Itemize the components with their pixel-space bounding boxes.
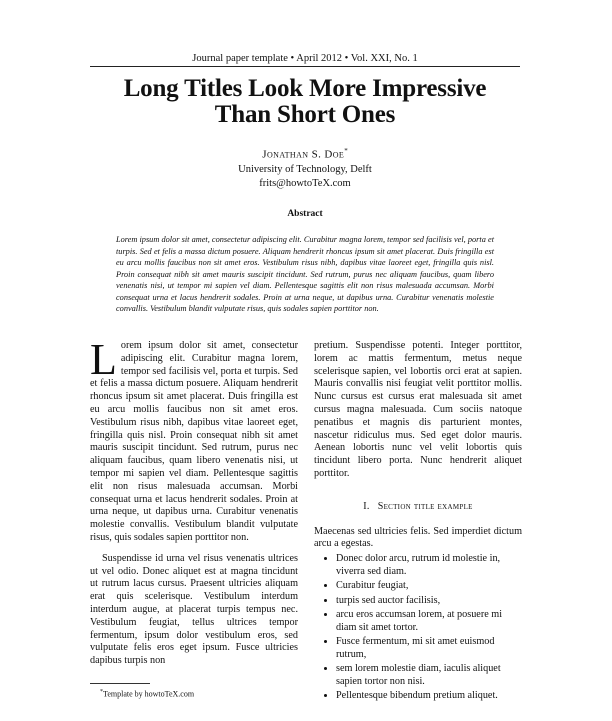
- section-number: I.: [363, 500, 370, 512]
- list-item: • Fusce fermentum, mi sit amet euismod rutrum,: [336, 636, 522, 661]
- paragraph-1: [90, 335, 298, 545]
- header-rule: [90, 66, 520, 67]
- section-heading: [314, 501, 522, 514]
- drop-cap: L: [90, 335, 117, 384]
- affiliation-block: [90, 163, 520, 191]
- author-email: frits@howtoTeX.com: [259, 178, 351, 189]
- paragraph-1-text: orem ipsum dolor sit amet, consectetur adipiscing elit. Curabitur magna lorem, tempor sed facilisis vel, porta et turpis. Sed et felis a massa dictum posuere. Aliquam hendrerit rhoncus ipsum sit amet placerat. Duis fringilla est eu arcu mollis faucibus non sit amet eros. Vestibulum risus nibh, dapibus vitae laoreet eget, fringilla quis nisl. Proin consequat nibh sit amet mauris suscipit tincidunt. Sed rutrum, purus nec aliquam faucibus, quam libero venenatis nisi, ut tempor mi sapien vel diam. Pellentesque sagittis elit non risus malesuada accumsan. Morbi consequat urna et lacus hendrerit sodales. Proin at urna neque, ut dapibus urna. Curabitur venenatis molestie convallis. Vestibulum blandit vulputate risus, quis sodales sapien porttitor non.: [90, 340, 298, 543]
- list-item: • sem lorem molestie diam, iaculis aliquet sapien tortor non nisi.: [336, 663, 522, 688]
- affiliation: University of Technology, Delft: [238, 164, 372, 175]
- abstract-text: Lorem ipsum dolor sit amet, consectetur adipiscing elit. Curabitur magna lorem, tempor sed facilisis vel, porta et turpis. Sed et felis a massa dictum posuere. Aliquam hendrerit rhoncus ipsum sit amet placerat. Duis fringilla est eu arcu mollis faucibus non sit amet eros. Vestibulum risus nibh, dapibus vitae laoreet eget, fringilla quis nisl. Proin consequat nibh sit amet mauris suscipit tincidunt. Sed rutrum, purus nec aliquam faucibus, quam libero venenatis nisi, ut tempor mi sapien vel diam. Pellentesque sagittis elit non risus malesuada accumsan. Morbi consequat urna et lacus hendrerit sodales. Proin at urna neque, ut dapibus urna. Curabitur venenatis molestie convallis. Vestibulum blandit vulputate risus, quis sodales sapien porttitor non.: [116, 235, 494, 313]
- list-item: • turpis sed auctor facilisis,: [336, 595, 522, 608]
- list-item: • Pellentesque bibendum pretium aliquet.: [336, 690, 522, 703]
- left-column: [90, 335, 298, 676]
- footnote: [100, 687, 300, 700]
- author-name: Jonathan S. Doe: [262, 148, 345, 161]
- author: [90, 144, 520, 162]
- paragraph-2-continued: pretium. Suspendisse potenti. Integer porttitor, lorem ac mattis fermentum, metus neque scelerisque sapien, vel lobortis orci erat at sapien. Mauris convallis nisi feugiat velit porttitor mollis. Nunc cursus est cursus erat malesuada sit amet cursus magna malesuada. Cum sociis natoque penatibus et magnis dis parturient montes, nascetur ridiculus mus. Sed eget dolor mauris. Aenean lobortis nunc vel velit lobortis quis tincidunt libero porta. Nunc hendrerit aliquet porttitor.: [314, 340, 522, 479]
- title-line-1: Long Titles Look More Impressive: [123, 75, 487, 102]
- title-line-2: Than Short Ones: [214, 101, 396, 128]
- author-footnote-mark: *: [344, 147, 348, 155]
- abstract-heading: Abstract: [287, 209, 323, 219]
- bullet-list: [314, 553, 522, 703]
- footnote-text: Template by howtoTeX.com: [103, 689, 195, 699]
- footnote-rule: [90, 683, 150, 684]
- list-item: • Donec dolor arcu, rutrum id molestie in, viverra sed diam.: [336, 553, 522, 578]
- section-title: Section title example: [377, 500, 473, 512]
- footnote-mark: *: [100, 689, 103, 695]
- paragraph-2: Suspendisse id urna vel risus venenatis ultrices ut vel odio. Donec aliquet est at magna tincidunt ut rutrum lacus cursus. Praesent ultricies aliquam erat quis scelerisque. Vestibulum interdum interdum augue, at placerat turpis tempus nec. Vestibulum feugiat, tellus ultrices tempor fermentum, ipsum dolor vestibulum eros, sed vulputate felis eros eget ipsum. Fusce ultricies dapibus turpis non: [90, 552, 298, 667]
- paper-title: [90, 76, 520, 128]
- list-item: • Curabitur feugiat,: [336, 580, 522, 593]
- running-head: Journal paper template • April 2012 • Vol. XXI, No. 1: [192, 53, 418, 64]
- paragraph-3: Maecenas sed ultricies felis. Sed imperdiet dictum arcu a egestas.: [314, 525, 522, 550]
- right-column: [314, 340, 522, 705]
- list-item: • arcu eros accumsan lorem, at posuere mi diam sit amet tortor.: [336, 609, 522, 634]
